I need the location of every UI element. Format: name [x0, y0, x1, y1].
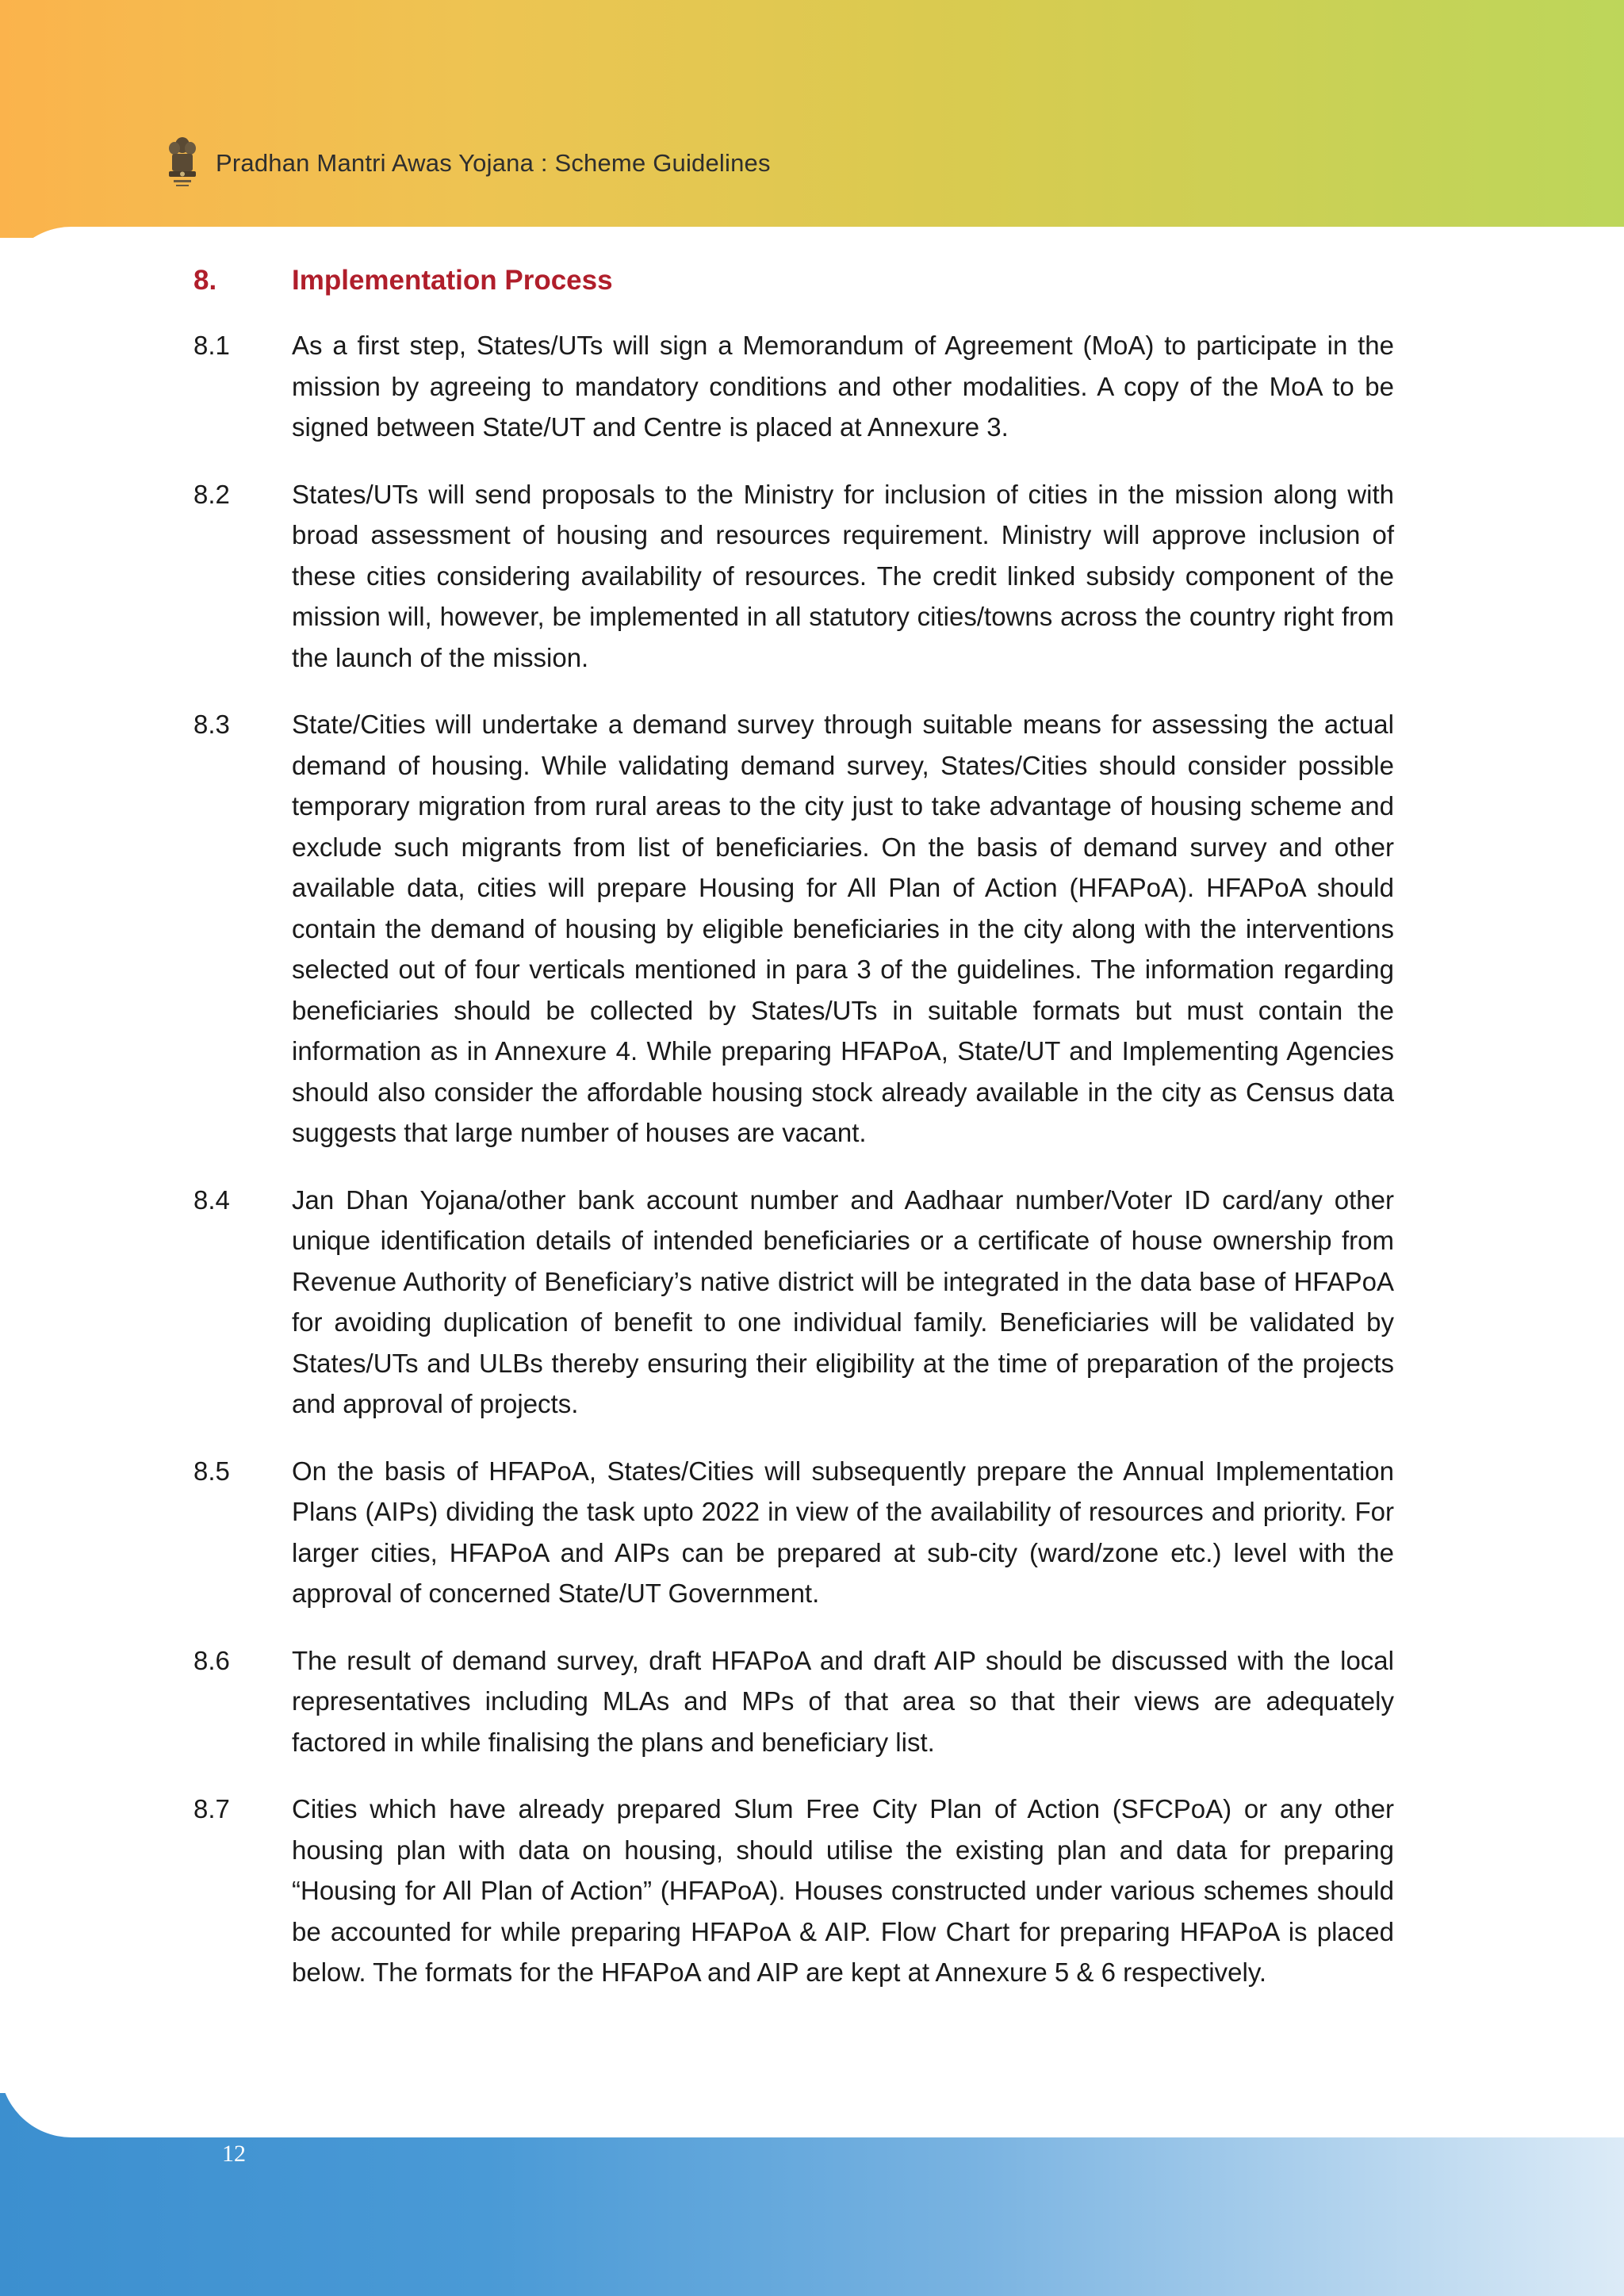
- section-title: Implementation Process: [292, 265, 613, 296]
- page-number: 12: [222, 2141, 246, 2167]
- paragraph-number: 8.5: [193, 1456, 230, 1486]
- header-band: [0, 0, 1624, 238]
- paragraph-number: 8.6: [193, 1645, 230, 1675]
- paragraph-number: 8.1: [193, 331, 230, 360]
- paragraph-8-5: [193, 1451, 1394, 1614]
- paragraph-8-4: [193, 1180, 1394, 1425]
- section-number: 8.: [193, 265, 217, 296]
- paragraph-text: Jan Dhan Yojana/other bank account number and Aadhaar number/Voter ID card/any other unique identification details of intended beneficiaries or a certificate of house ownership from Revenue Authority of Beneficiary’s native district will be integrated in the data base of HFAPoA for avoiding duplication of benefit to one individual family. Beneficiaries will be validated by States/UTs and ULBs thereby ensuring their eligibility at the time of preparation of the projects and approval of projects.: [292, 1184, 1394, 1418]
- paragraph-8-6: [193, 1640, 1394, 1763]
- header-title: Pradhan Mantri Awas Yojana : Scheme Guidelines: [216, 149, 771, 177]
- section-heading: [193, 260, 1394, 301]
- paragraph-8-3: [193, 704, 1394, 1154]
- paragraph-number: 8.7: [193, 1794, 230, 1823]
- paragraph-8-2: [193, 474, 1394, 679]
- paragraph-8-7: [193, 1789, 1394, 1993]
- paragraph-8-1: [193, 325, 1394, 448]
- paragraph-text: Cities which have already prepared Slum Free City Plan of Action (SFCPoA) or any other housing plan with data on housing, should utilise the existing plan and data for preparing “Housing for All Plan of Action” (HFAPoA). Houses constructed under various schemes should be accounted for while preparing HFAPoA & AIP. Flow Chart for preparing HFAPoA is placed below. The formats for the HFAPoA and AIP are kept at Annexure 5 & 6 respectively.: [292, 1794, 1394, 1987]
- paragraph-text: On the basis of HFAPoA, States/Cities will subsequently prepare the Annual Implementation Plans (AIPs) dividing the task upto 2022 in view of the availability of resources and priority. For larger cities, HFAPoA and AIPs can be prepared at sub-city (ward/zone etc.) level with the approval of concerned State/UT Government.: [292, 1456, 1394, 1608]
- paragraph-number: 8.4: [193, 1184, 230, 1215]
- paragraph-number: 8.2: [193, 479, 230, 509]
- state-emblem-icon: [165, 134, 200, 193]
- document-content: [193, 260, 1394, 2019]
- running-header: [165, 133, 771, 193]
- paragraph-text: States/UTs will send proposals to the Ministry for inclusion of cities in the mission along with broad assessment of housing and resources requirement. Ministry will approve inclusion of these cities considering availability of resources. The credit linked subsidy component of the mission will, however, be implemented in all statutory cities/towns across the country right from the launch of the mission.: [292, 479, 1394, 672]
- paragraph-text: The result of demand survey, draft HFAPoA and draft AIP should be discussed with the local representatives including MLAs and MPs of that area so that their views are adequately factored in while finalising the plans and beneficiary list.: [292, 1645, 1394, 1757]
- paragraph-text: State/Cities will undertake a demand survey through suitable means for assessing the actual demand of housing. While validating demand survey, States/Cities should consider possible temporary migration from rural areas to the city just to take advantage of housing scheme and exclude such migrants from list of beneficiaries. On the basis of demand survey and other available data, cities will prepare Housing for All Plan of Action (HFAPoA). HFAPoA should contain the demand of housing by eligible beneficiaries in the city along with the interventions selected out of four verticals mentioned in para 3 of the guidelines. The information regarding beneficiaries should be collected by States/UTs in suitable formats but must contain the information as in Annexure 4. While preparing HFAPoA, State/UT and Implementing Agencies should also consider the affordable housing stock already available in the city as Census data suggests that large number of houses are vacant.: [292, 710, 1394, 1147]
- paragraph-text: As a first step, States/UTs will sign a Memorandum of Agreement (MoA) to participate in the mission by agreeing to mandatory conditions and other modalities. A copy of the MoA to be signed between State/UT and Centre is placed at Annexure 3.: [292, 331, 1394, 442]
- paragraph-number: 8.3: [193, 710, 230, 739]
